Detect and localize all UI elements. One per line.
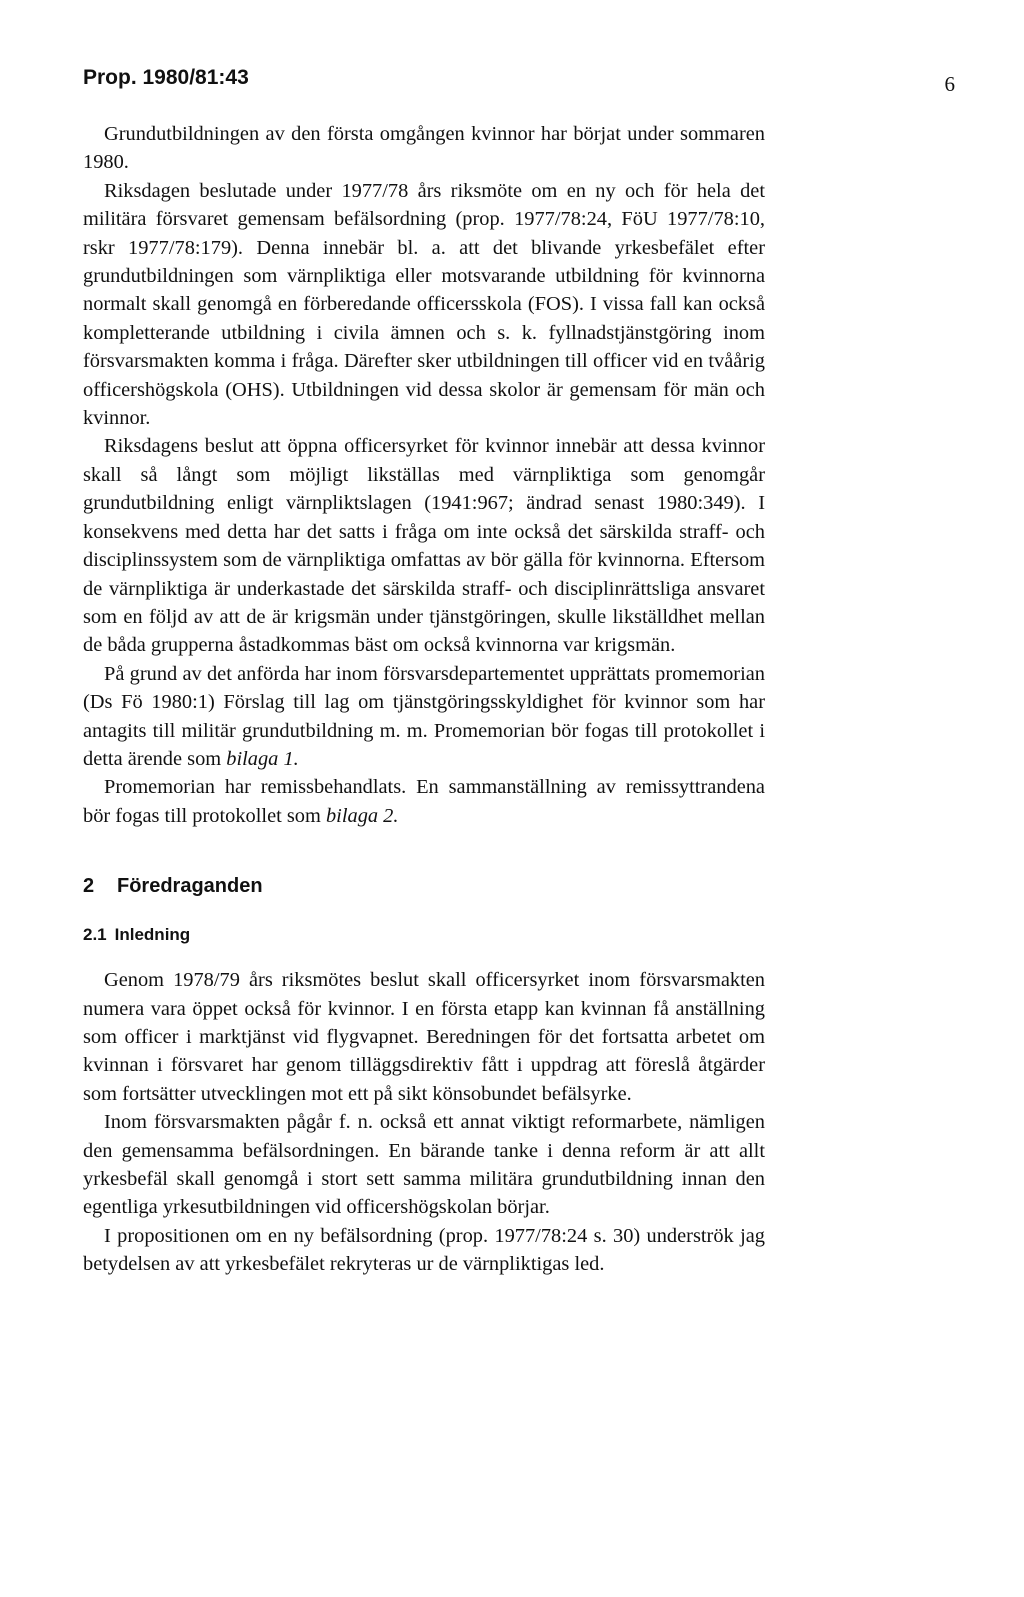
page-number: 6 — [944, 72, 955, 96]
attachment-reference-1: bilaga 1. — [226, 747, 299, 770]
document-reference: Prop. 1980/81:43 — [83, 66, 249, 89]
body-paragraph-1: Genom 1978/79 års riksmötes beslut skall officersyrket inom försvarsmakten numera vara öppet också för kvinnor. I en första etapp kan kvinnan få anställning som officer i marktjänst vid flygvapnet. Beredningen för det fortsatta arbetet om kvinnan i försvaret har genom tilläggsdirektiv fått i uppdrag att föreslå åtgärder som fortsätter utvecklingen mot ett på sikt könsobundet befälsyrke. — [83, 969, 765, 1105]
intro-paragraph-4-text: På grund av det anförda har inom försvarsdepartementet upprättats promemorian (Ds Fö 1980:1) Förslag till lag om tjänstgöringsskyldighet för kvinnor som har antagits till militär grundutbildning m. m. Promemorian bör fogas till protokollet i detta ärende som — [83, 662, 765, 770]
body-paragraph-3: I propositionen om en ny befälsordning (prop. 1977/78:24 s. 30) underströk jag betydelsen av att yrkesbefälet rekryteras ur de värnpliktigas led. — [83, 1224, 765, 1276]
body-paragraph-2: Inom försvarsmakten pågår f. n. också ett annat viktigt reformarbete, nämligen den gemensamma befälsordningen. En bärande tanke i denna reform är att allt yrkesbefäl skall genomgå i stort sett samma militära grundutbildning innan den egentliga yrkesutbildningen vid officershögskolan börjar. — [83, 1111, 765, 1219]
intro-paragraph-1: Grundutbildningen av den första omgången kvinnor har börjat under sommaren 1980. — [83, 123, 765, 174]
attachment-reference-2: bilaga 2. — [325, 804, 399, 827]
running-header — [83, 64, 967, 100]
intro-paragraph-3: Riksdagens beslut att öppna officersyrket för kvinnor innebär att dessa kvinnor skall så långt som möjligt likställas med värnpliktiga som genomgår grundutbildning enligt värnpliktslagen (1941:967; ändrad senast 1980:349). I konsekvens med detta har det satts i fråga om inte också det särskilda straff- och disciplinssystem som de värnpliktiga omfattas av bör gälla för kvinnorna. Eftersom de värnpliktiga är underkastade det särskilda straff- och disciplinrättsliga ansvaret som en följd av att de är krigsmän under tjänstgöringen, skulle likställdhet mellan de båda grupperna åstadkommas bäst om också kvinnorna var krigsmän. — [83, 435, 765, 657]
section-heading — [83, 872, 765, 900]
subsection-title: Inledning — [114, 925, 191, 945]
intro-paragraph-2: Riksdagen beslutade under 1977/78 års riksmöte om en ny och för hela det militära försvaret gemensam befälsordning (prop. 1977/78:24, FöU 1977/78:10, rskr 1977/78:179). Denna innebär bl. a. att det blivande yrkesbefälet efter grundutbildningen som värnpliktiga eller motsvarande utbildning för kvinnorna normalt skall genomgå en förberedande officersskola (FOS). I vissa fall kan också kompletterande utbildning i civila ämnen och s. k. fyllnadstjänstgöring inom försvarsmakten komma i fråga. Därefter sker utbildningen till officer vid en tvåårig officershögskola (OHS). Utbildningen vid dessa skolor är gemensam för män och kvinnor. — [83, 179, 765, 430]
intro-paragraph-5 — [83, 773, 765, 830]
section-title: Föredraganden — [117, 875, 263, 898]
intro-paragraph-4 — [83, 660, 765, 774]
subsection-heading — [83, 922, 765, 948]
intro-paragraph-5-text: Promemorian har remissbehandlats. En sammanställning av remissyttrandena bör fogas till protokollet som — [83, 776, 765, 827]
subsection-number: 2.1 — [83, 925, 107, 945]
section-number: 2 — [83, 875, 95, 898]
page-content — [83, 120, 765, 1279]
